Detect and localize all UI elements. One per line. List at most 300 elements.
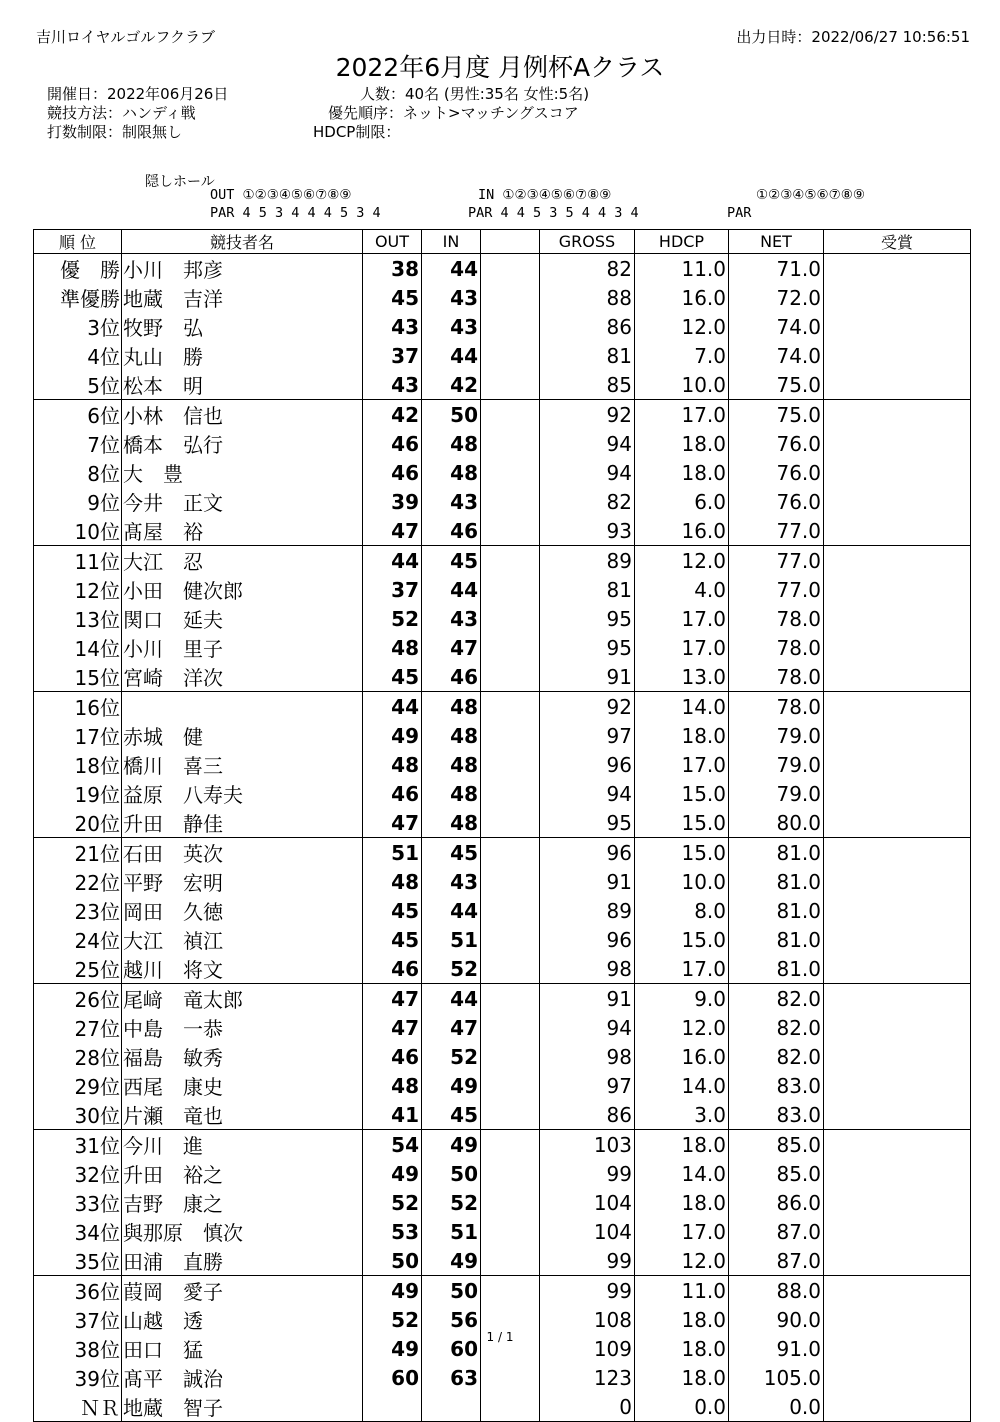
gross-cell: 99 xyxy=(540,1159,635,1188)
player-name-cell: 髙屋 裕 xyxy=(122,516,363,546)
blank-cell xyxy=(481,487,540,516)
in-score-cell: 52 xyxy=(422,1042,481,1071)
player-name-cell: 赤城 健 xyxy=(122,721,363,750)
player-name-cell: 大江 忍 xyxy=(122,546,363,576)
table-row xyxy=(34,1042,971,1071)
blank-cell xyxy=(481,283,540,312)
event-date: 開催日：2022年06月26日 xyxy=(47,85,229,103)
rank-cell: 25位 xyxy=(34,954,122,984)
net-cell: 82.0 xyxy=(729,984,824,1014)
out-score-cell xyxy=(363,1392,422,1422)
out-score-cell: 46 xyxy=(363,429,422,458)
in-score-cell: 45 xyxy=(422,546,481,576)
gross-cell: 89 xyxy=(540,546,635,576)
award-cell xyxy=(824,458,971,487)
player-name-cell: 牧野 弘 xyxy=(122,312,363,341)
blank-cell xyxy=(481,429,540,458)
table-row xyxy=(34,283,971,312)
award-cell xyxy=(824,1100,971,1130)
table-row xyxy=(34,779,971,808)
player-name-cell: 葭岡 愛子 xyxy=(122,1276,363,1306)
rank-cell: 23位 xyxy=(34,896,122,925)
blank-cell xyxy=(481,925,540,954)
net-cell: 75.0 xyxy=(729,370,824,400)
blank-cell xyxy=(481,575,540,604)
blank-cell xyxy=(481,808,540,838)
award-cell xyxy=(824,487,971,516)
rank-cell: 13位 xyxy=(34,604,122,633)
in-score-cell: 51 xyxy=(422,1217,481,1246)
table-row xyxy=(34,954,971,984)
hdcp-cell: 7.0 xyxy=(635,341,729,370)
net-cell: 88.0 xyxy=(729,1276,824,1306)
net-cell: 80.0 xyxy=(729,808,824,838)
blank-cell xyxy=(481,254,540,284)
net-cell: 91.0 xyxy=(729,1334,824,1363)
hdcp-cell: 12.0 xyxy=(635,1246,729,1276)
player-name-cell: 松本 明 xyxy=(122,370,363,400)
net-cell: 79.0 xyxy=(729,721,824,750)
in-score-cell: 44 xyxy=(422,896,481,925)
net-cell: 83.0 xyxy=(729,1100,824,1130)
out-score-cell: 49 xyxy=(363,1334,422,1363)
hdcp-limit: HDCP制限： xyxy=(313,123,401,141)
hdcp-cell: 17.0 xyxy=(635,400,729,430)
hidden-holes-in-par: PAR 4 4 5 3 5 4 4 3 4 xyxy=(468,205,639,221)
player-name-cell: 宮崎 洋次 xyxy=(122,662,363,692)
blank-cell xyxy=(481,1159,540,1188)
table-row xyxy=(34,254,971,284)
hdcp-cell: 18.0 xyxy=(635,1334,729,1363)
hdcp-cell: 10.0 xyxy=(635,867,729,896)
out-score-cell: 46 xyxy=(363,954,422,984)
out-score-cell: 45 xyxy=(363,925,422,954)
award-cell xyxy=(824,575,971,604)
blank-cell xyxy=(481,1042,540,1071)
blank-cell xyxy=(481,1130,540,1160)
net-cell: 77.0 xyxy=(729,516,824,546)
player-name-cell: 田浦 直勝 xyxy=(122,1246,363,1276)
blank-cell xyxy=(481,984,540,1014)
award-cell xyxy=(824,633,971,662)
hdcp-cell: 16.0 xyxy=(635,516,729,546)
out-score-cell: 43 xyxy=(363,370,422,400)
player-name-cell: 地蔵 吉洋 xyxy=(122,283,363,312)
player-name-cell: 福島 敏秀 xyxy=(122,1042,363,1071)
hdcp-cell: 16.0 xyxy=(635,1042,729,1071)
player-name-cell: 小田 健次郎 xyxy=(122,575,363,604)
blank-cell xyxy=(481,1217,540,1246)
rank-cell: 5位 xyxy=(34,370,122,400)
gross-cell: 108 xyxy=(540,1305,635,1334)
out-score-cell: 45 xyxy=(363,283,422,312)
hdcp-cell: 11.0 xyxy=(635,1276,729,1306)
out-score-cell: 37 xyxy=(363,341,422,370)
blank-cell xyxy=(481,1013,540,1042)
results-table xyxy=(33,229,971,1422)
table-row xyxy=(34,1130,971,1160)
blank-cell xyxy=(481,516,540,546)
table-row xyxy=(34,1246,971,1276)
in-score-cell: 44 xyxy=(422,254,481,284)
player-name-cell: 岡田 久徳 xyxy=(122,896,363,925)
header-hdcp: HDCP xyxy=(635,230,729,254)
rank-cell: 29位 xyxy=(34,1071,122,1100)
blank-cell xyxy=(481,546,540,576)
rank-cell: 34位 xyxy=(34,1217,122,1246)
club-name: 吉川ロイヤルゴルフクラブ xyxy=(36,28,215,46)
award-cell xyxy=(824,546,971,576)
page-number: 1 / 1 xyxy=(486,1330,514,1344)
gross-cell: 95 xyxy=(540,604,635,633)
out-score-cell: 47 xyxy=(363,984,422,1014)
table-row xyxy=(34,1217,971,1246)
gross-cell: 0 xyxy=(540,1392,635,1422)
player-name-cell: 西尾 康史 xyxy=(122,1071,363,1100)
rank-cell: 10位 xyxy=(34,516,122,546)
gross-cell: 98 xyxy=(540,954,635,984)
out-score-cell: 41 xyxy=(363,1100,422,1130)
award-cell xyxy=(824,984,971,1014)
hdcp-cell: 4.0 xyxy=(635,575,729,604)
hidden-holes-extra: ①②③④⑤⑥⑦⑧⑨ xyxy=(756,187,865,203)
rank-cell: 15位 xyxy=(34,662,122,692)
rank-cell: 31位 xyxy=(34,1130,122,1160)
award-cell xyxy=(824,1392,971,1422)
in-score-cell: 49 xyxy=(422,1130,481,1160)
blank-cell xyxy=(481,721,540,750)
award-cell xyxy=(824,312,971,341)
header-out: OUT xyxy=(363,230,422,254)
rank-cell: 3位 xyxy=(34,312,122,341)
table-row xyxy=(34,984,971,1014)
in-score-cell: 50 xyxy=(422,1276,481,1306)
blank-cell xyxy=(481,1100,540,1130)
in-score-cell: 43 xyxy=(422,283,481,312)
out-score-cell: 44 xyxy=(363,546,422,576)
rank-cell: 26位 xyxy=(34,984,122,1014)
net-cell: 105.0 xyxy=(729,1363,824,1392)
net-cell: 82.0 xyxy=(729,1013,824,1042)
rank-cell: 32位 xyxy=(34,1159,122,1188)
gross-cell: 82 xyxy=(540,254,635,284)
player-name-cell: 今井 正文 xyxy=(122,487,363,516)
award-cell xyxy=(824,341,971,370)
competition-method: 競技方法：ハンディ戦 xyxy=(47,104,196,122)
in-score-cell: 44 xyxy=(422,341,481,370)
out-score-cell: 48 xyxy=(363,867,422,896)
net-cell: 82.0 xyxy=(729,1042,824,1071)
hidden-holes-title: 隠しホール xyxy=(145,174,215,190)
table-header-row xyxy=(34,230,971,254)
net-cell: 75.0 xyxy=(729,400,824,430)
blank-cell xyxy=(481,400,540,430)
hdcp-cell: 15.0 xyxy=(635,838,729,868)
player-name-cell: 丸山 勝 xyxy=(122,341,363,370)
award-cell xyxy=(824,1013,971,1042)
player-name-cell: 平野 宏明 xyxy=(122,867,363,896)
gross-cell: 91 xyxy=(540,984,635,1014)
in-score-cell: 43 xyxy=(422,487,481,516)
player-name-cell: 大 豊 xyxy=(122,458,363,487)
table-row xyxy=(34,867,971,896)
hdcp-cell: 3.0 xyxy=(635,1100,729,1130)
table-row xyxy=(34,458,971,487)
hdcp-cell: 15.0 xyxy=(635,808,729,838)
blank-cell xyxy=(481,750,540,779)
player-name-cell: 今川 進 xyxy=(122,1130,363,1160)
net-cell: 81.0 xyxy=(729,896,824,925)
table-row xyxy=(34,662,971,692)
player-name-cell: 山越 透 xyxy=(122,1305,363,1334)
gross-cell: 95 xyxy=(540,633,635,662)
net-cell: 74.0 xyxy=(729,341,824,370)
hdcp-cell: 12.0 xyxy=(635,546,729,576)
net-cell: 77.0 xyxy=(729,546,824,576)
gross-cell: 81 xyxy=(540,575,635,604)
net-cell: 79.0 xyxy=(729,779,824,808)
blank-cell xyxy=(481,341,540,370)
priority-order: 優先順序：ネット>マッチングスコア xyxy=(328,104,579,122)
in-score-cell: 51 xyxy=(422,925,481,954)
table-row xyxy=(34,1276,971,1306)
hdcp-cell: 14.0 xyxy=(635,692,729,722)
net-cell: 87.0 xyxy=(729,1246,824,1276)
out-score-cell: 52 xyxy=(363,1188,422,1217)
rank-cell: 20位 xyxy=(34,808,122,838)
rank-cell: 7位 xyxy=(34,429,122,458)
rank-cell: 38位 xyxy=(34,1334,122,1363)
in-score-cell: 44 xyxy=(422,575,481,604)
gross-cell: 82 xyxy=(540,487,635,516)
award-cell xyxy=(824,1042,971,1071)
player-name-cell: 與那原 慎次 xyxy=(122,1217,363,1246)
blank-cell xyxy=(481,1071,540,1100)
rank-cell: ＮＲ xyxy=(34,1392,122,1422)
table-row xyxy=(34,604,971,633)
rank-cell: 28位 xyxy=(34,1042,122,1071)
hdcp-cell: 17.0 xyxy=(635,1217,729,1246)
out-score-cell: 49 xyxy=(363,721,422,750)
hdcp-cell: 15.0 xyxy=(635,925,729,954)
blank-cell xyxy=(481,633,540,662)
player-name-cell: 益原 八寿夫 xyxy=(122,779,363,808)
award-cell xyxy=(824,750,971,779)
rank-cell: 35位 xyxy=(34,1246,122,1276)
gross-cell: 88 xyxy=(540,283,635,312)
rank-cell: 36位 xyxy=(34,1276,122,1306)
net-cell: 81.0 xyxy=(729,867,824,896)
out-score-cell: 47 xyxy=(363,1013,422,1042)
player-name-cell: 尾﨑 竜太郎 xyxy=(122,984,363,1014)
player-name-cell: 小川 邦彦 xyxy=(122,254,363,284)
net-cell: 72.0 xyxy=(729,283,824,312)
hdcp-cell: 17.0 xyxy=(635,633,729,662)
rank-cell: 16位 xyxy=(34,692,122,722)
header-rank: 順 位 xyxy=(34,230,122,254)
award-cell xyxy=(824,662,971,692)
net-cell: 76.0 xyxy=(729,458,824,487)
net-cell: 76.0 xyxy=(729,429,824,458)
gross-cell: 86 xyxy=(540,312,635,341)
rank-cell: 6位 xyxy=(34,400,122,430)
in-score-cell: 42 xyxy=(422,370,481,400)
in-score-cell: 49 xyxy=(422,1071,481,1100)
gross-cell: 96 xyxy=(540,925,635,954)
net-cell: 0.0 xyxy=(729,1392,824,1422)
rank-cell: 優 勝 xyxy=(34,254,122,284)
table-row xyxy=(34,1188,971,1217)
gross-cell: 93 xyxy=(540,516,635,546)
award-cell xyxy=(824,896,971,925)
net-cell: 90.0 xyxy=(729,1305,824,1334)
blank-cell xyxy=(481,954,540,984)
out-score-cell: 46 xyxy=(363,1042,422,1071)
out-score-cell: 50 xyxy=(363,1246,422,1276)
in-score-cell: 45 xyxy=(422,1100,481,1130)
gross-cell: 92 xyxy=(540,692,635,722)
net-cell: 76.0 xyxy=(729,487,824,516)
hdcp-cell: 14.0 xyxy=(635,1159,729,1188)
award-cell xyxy=(824,516,971,546)
in-score-cell: 60 xyxy=(422,1334,481,1363)
hdcp-cell: 18.0 xyxy=(635,429,729,458)
in-score-cell: 48 xyxy=(422,692,481,722)
award-cell xyxy=(824,1363,971,1392)
out-score-cell: 48 xyxy=(363,1071,422,1100)
header-name: 競技者名 xyxy=(122,230,363,254)
net-cell: 79.0 xyxy=(729,750,824,779)
header-gross: GROSS xyxy=(540,230,635,254)
in-score-cell: 48 xyxy=(422,779,481,808)
in-score-cell: 48 xyxy=(422,750,481,779)
award-cell xyxy=(824,370,971,400)
out-score-cell: 47 xyxy=(363,516,422,546)
player-name-cell: 片瀬 竜也 xyxy=(122,1100,363,1130)
out-score-cell: 60 xyxy=(363,1363,422,1392)
hdcp-cell: 18.0 xyxy=(635,721,729,750)
out-score-cell: 49 xyxy=(363,1276,422,1306)
rank-cell: 33位 xyxy=(34,1188,122,1217)
rank-cell: 17位 xyxy=(34,721,122,750)
award-cell xyxy=(824,925,971,954)
rank-cell: 12位 xyxy=(34,575,122,604)
hdcp-cell: 8.0 xyxy=(635,896,729,925)
net-cell: 85.0 xyxy=(729,1159,824,1188)
table-row xyxy=(34,1013,971,1042)
out-score-cell: 52 xyxy=(363,1305,422,1334)
blank-cell xyxy=(481,1188,540,1217)
rank-cell: 18位 xyxy=(34,750,122,779)
table-row xyxy=(34,692,971,722)
rank-cell: 14位 xyxy=(34,633,122,662)
gross-cell: 86 xyxy=(540,1100,635,1130)
rank-cell: 9位 xyxy=(34,487,122,516)
hdcp-cell: 9.0 xyxy=(635,984,729,1014)
award-cell xyxy=(824,400,971,430)
blank-cell xyxy=(481,867,540,896)
gross-cell: 104 xyxy=(540,1188,635,1217)
gross-cell: 98 xyxy=(540,1042,635,1071)
award-cell xyxy=(824,1159,971,1188)
hdcp-cell: 12.0 xyxy=(635,312,729,341)
in-score-cell: 46 xyxy=(422,516,481,546)
gross-cell: 94 xyxy=(540,779,635,808)
hidden-holes-extra-par: PAR xyxy=(727,205,752,221)
gross-cell: 96 xyxy=(540,750,635,779)
player-name-cell: 田口 猛 xyxy=(122,1334,363,1363)
hdcp-cell: 12.0 xyxy=(635,1013,729,1042)
in-score-cell: 43 xyxy=(422,604,481,633)
in-score-cell: 50 xyxy=(422,400,481,430)
gross-cell: 97 xyxy=(540,721,635,750)
in-score-cell: 48 xyxy=(422,429,481,458)
out-score-cell: 46 xyxy=(363,458,422,487)
award-cell xyxy=(824,692,971,722)
player-name-cell: 中島 一恭 xyxy=(122,1013,363,1042)
player-name-cell: 小川 里子 xyxy=(122,633,363,662)
rank-cell: 準優勝 xyxy=(34,283,122,312)
hdcp-cell: 13.0 xyxy=(635,662,729,692)
table-row xyxy=(34,1159,971,1188)
out-score-cell: 49 xyxy=(363,1159,422,1188)
gross-cell: 94 xyxy=(540,458,635,487)
blank-cell xyxy=(481,896,540,925)
table-row xyxy=(34,633,971,662)
gross-cell: 103 xyxy=(540,1130,635,1160)
award-cell xyxy=(824,1071,971,1100)
player-name-cell: 橋本 弘行 xyxy=(122,429,363,458)
blank-cell xyxy=(481,692,540,722)
award-cell xyxy=(824,838,971,868)
out-score-cell: 48 xyxy=(363,750,422,779)
award-cell xyxy=(824,954,971,984)
player-name-cell: 越川 将文 xyxy=(122,954,363,984)
in-score-cell: 48 xyxy=(422,458,481,487)
rank-cell: 24位 xyxy=(34,925,122,954)
gross-cell: 89 xyxy=(540,896,635,925)
blank-cell xyxy=(481,604,540,633)
award-cell xyxy=(824,1217,971,1246)
hdcp-cell: 18.0 xyxy=(635,1363,729,1392)
header-net: NET xyxy=(729,230,824,254)
blank-cell xyxy=(481,1363,540,1392)
table-row xyxy=(34,312,971,341)
output-datetime: 出力日時：2022/06/27 10:56:51 xyxy=(736,28,970,46)
in-score-cell: 45 xyxy=(422,838,481,868)
hdcp-cell: 6.0 xyxy=(635,487,729,516)
blank-cell xyxy=(481,1276,540,1306)
hdcp-cell: 17.0 xyxy=(635,604,729,633)
blank-cell xyxy=(481,370,540,400)
out-score-cell: 43 xyxy=(363,312,422,341)
gross-cell: 91 xyxy=(540,662,635,692)
out-score-cell: 53 xyxy=(363,1217,422,1246)
header-blank xyxy=(481,230,540,254)
stroke-limit: 打数制限：制限無し xyxy=(47,123,183,141)
in-score-cell xyxy=(422,1392,481,1422)
hdcp-cell: 17.0 xyxy=(635,954,729,984)
blank-cell xyxy=(481,458,540,487)
in-score-cell: 48 xyxy=(422,721,481,750)
table-row xyxy=(34,750,971,779)
player-name-cell: 地蔵 智子 xyxy=(122,1392,363,1422)
net-cell: 81.0 xyxy=(729,954,824,984)
gross-cell: 104 xyxy=(540,1217,635,1246)
table-row xyxy=(34,516,971,546)
table-row xyxy=(34,546,971,576)
in-score-cell: 50 xyxy=(422,1159,481,1188)
